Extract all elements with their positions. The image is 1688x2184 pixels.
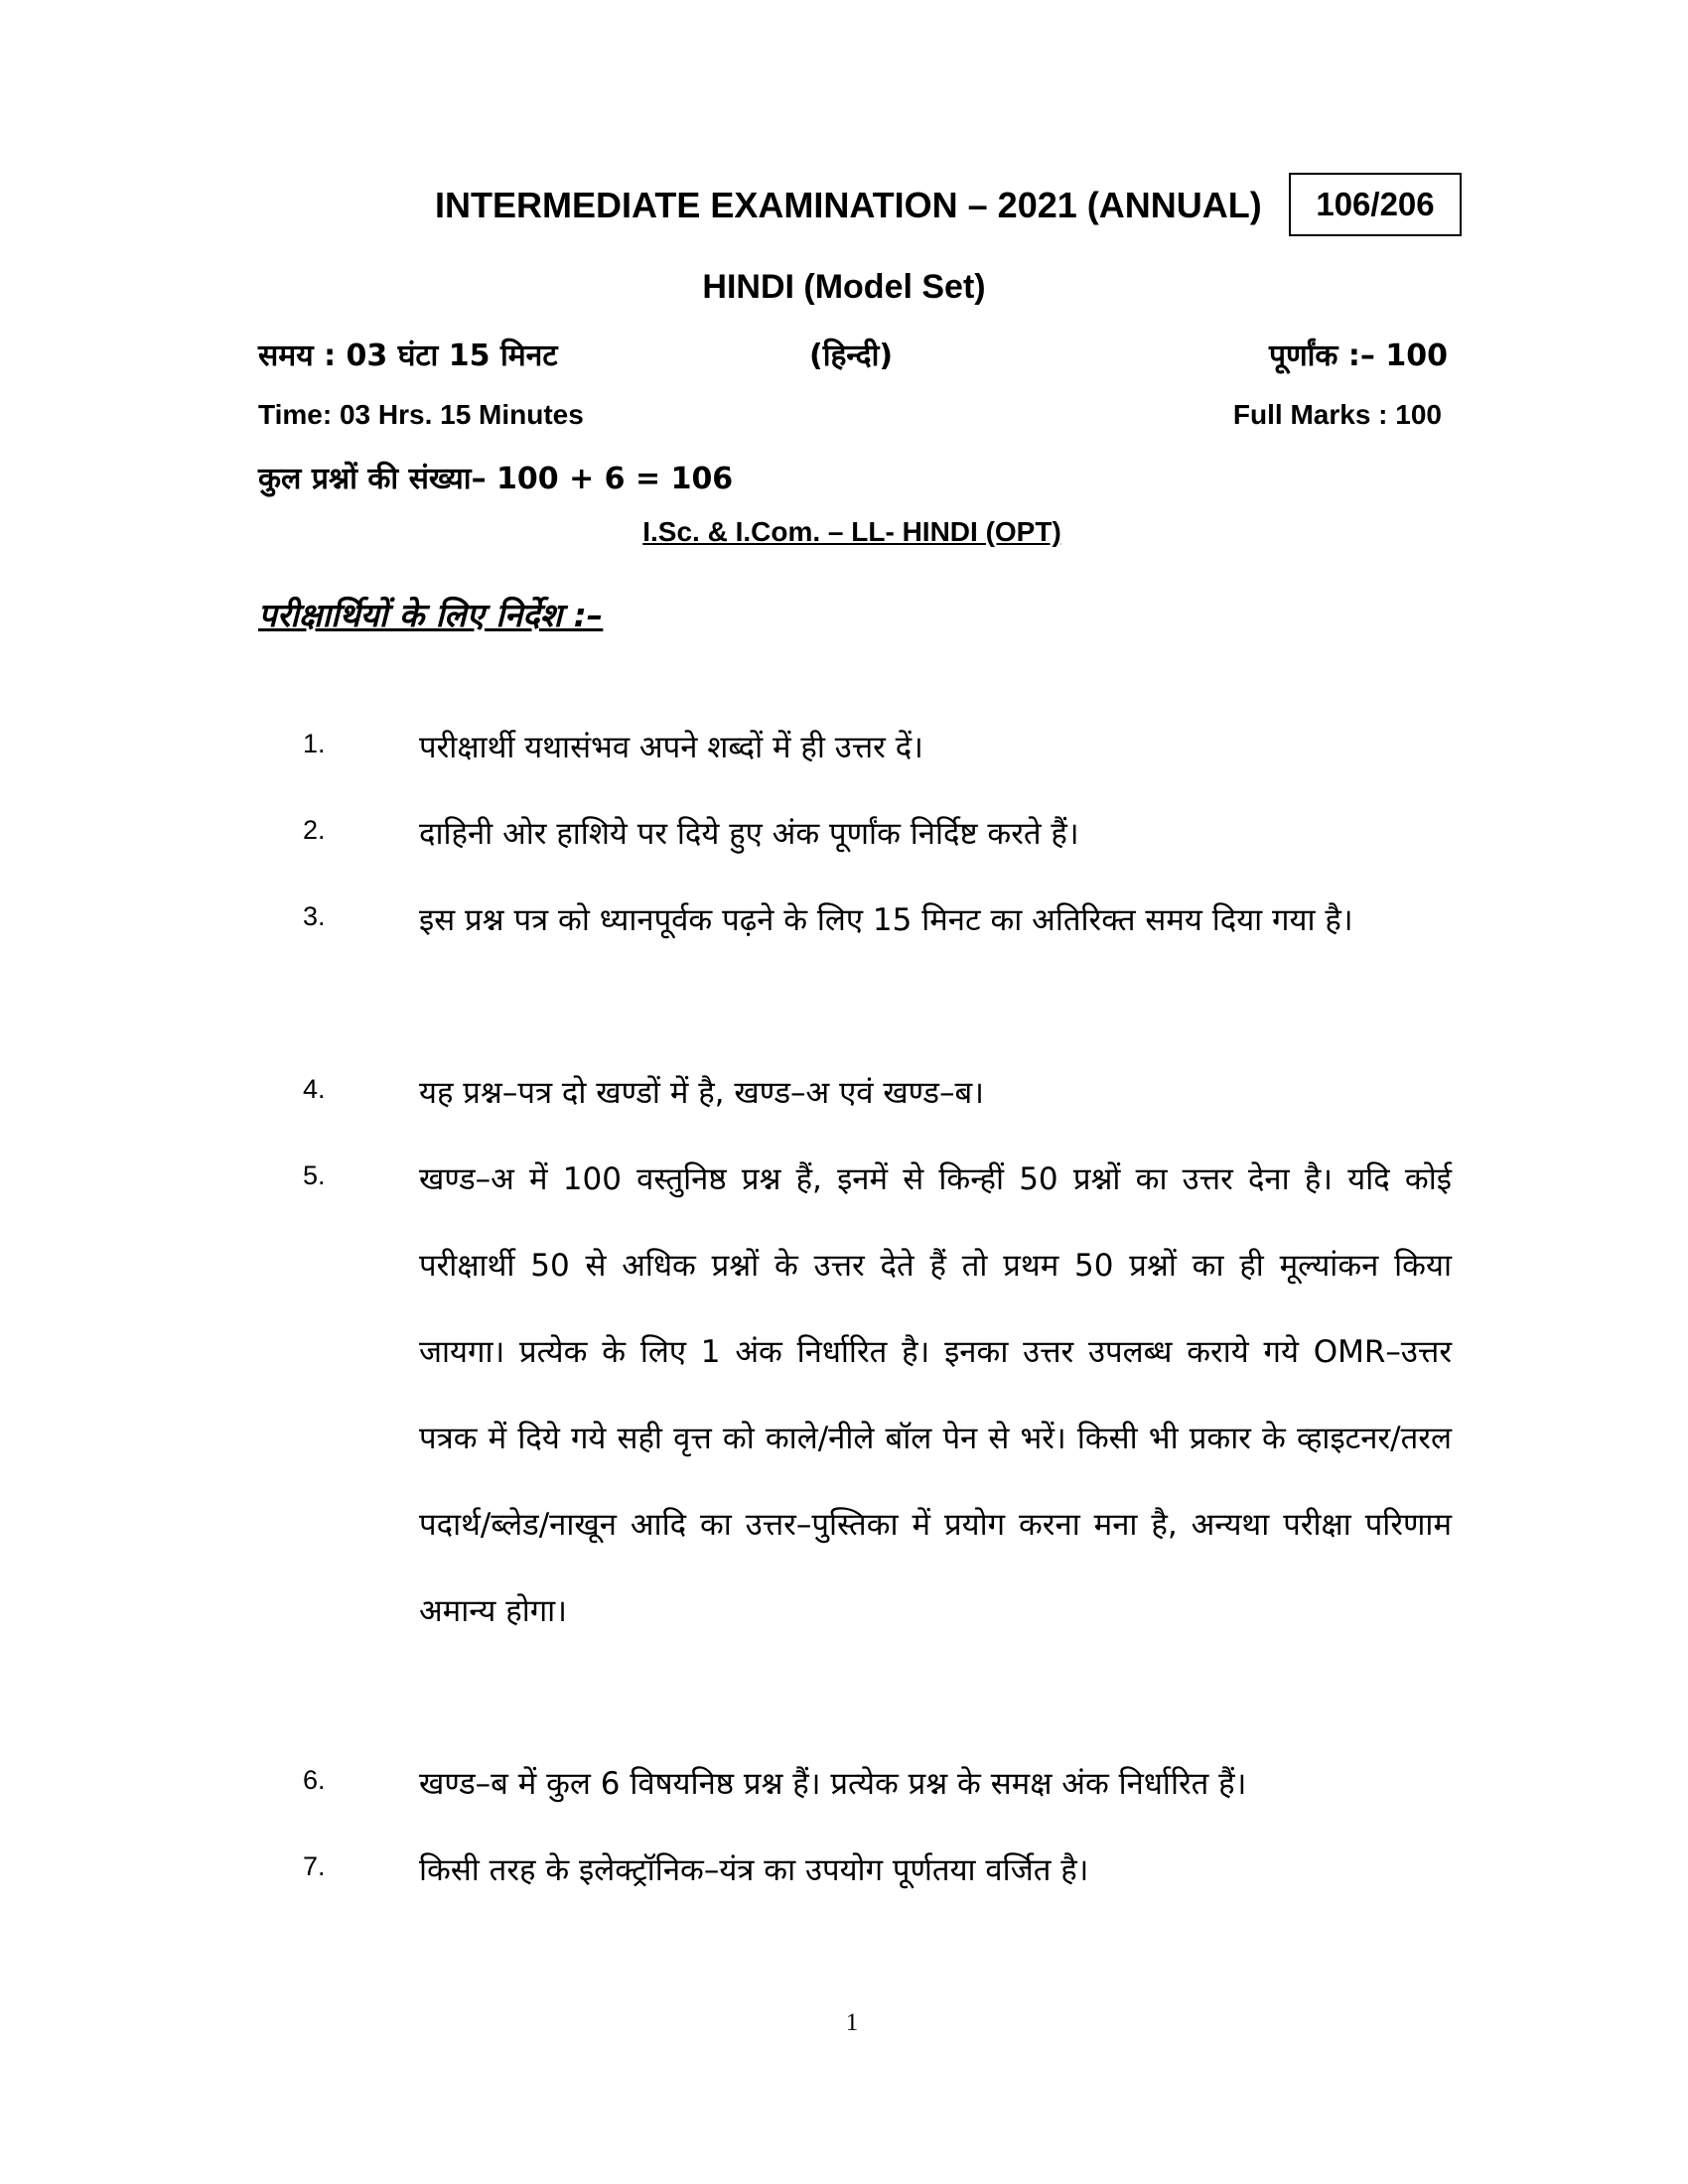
item-number: 6. — [303, 1765, 326, 1795]
item-text: यह प्रश्न–पत्र दो खण्डों में है, खण्ड–अ एवं खण्ड–ब। — [419, 1075, 984, 1111]
stream-label: I.Sc. & I.Com. – LL- HINDI (OPT) — [642, 516, 1061, 547]
item-number: 1. — [303, 729, 326, 758]
item-number: 2. — [303, 815, 326, 845]
item-number: 7. — [303, 1851, 326, 1881]
time-hindi: समय : 03 घंटा 15 मिनट — [258, 339, 558, 373]
full-marks-hindi: पूर्णांक :– 100 — [1268, 339, 1448, 373]
exam-title: INTERMEDIATE EXAMINATION – 2021 (ANNUAL) — [435, 185, 1262, 225]
paper-code: 106/206 — [1316, 186, 1435, 222]
paper-code-box — [1289, 173, 1462, 236]
instructions-heading: परीक्षार्थियों के लिए निर्देश :– — [258, 596, 604, 634]
subject-title: HINDI (Model Set) — [702, 268, 986, 306]
page-number: 1 — [845, 2009, 859, 2036]
question-count-hindi: कुल प्रश्नों की संख्या– 100 + 6 = 106 — [258, 462, 734, 496]
item-text: परीक्षार्थी यथासंभव अपने शब्दों में ही उत्तर दें। — [419, 730, 923, 765]
full-marks-english: Full Marks : 100 — [1232, 399, 1442, 430]
language-hindi: (हिन्दी) — [809, 339, 894, 373]
item-number: 3. — [303, 901, 326, 931]
item-text: खण्ड–ब में कुल 6 विषयनिष्ठ प्रश्न हैं। प्रत्येक प्रश्न के समक्ष अंक निर्धारित हैं। — [419, 1766, 1247, 1802]
item-text: किसी तरह के इलेक्ट्रॉनिक–यंत्र का उपयोग पूर्णतया वर्जित है। — [419, 1852, 1089, 1888]
item-number: 4. — [303, 1074, 326, 1104]
item-number: 5. — [303, 1160, 326, 1190]
item-text: दाहिनी ओर हाशिये पर दिये हुए अंक पूर्णांक निर्दिष्ट करते हैं। — [419, 816, 1079, 852]
item-text: खण्ड–अ में 100 वस्तुनिष्ठ प्रश्न हैं, इनमें से किन्हीं 50 प्रश्नों का उत्तर देना है। यदि कोई परीक्षार्थी 50 से अधिक प्रश्नों के उत्तर देते हैं तो प्रथम 50 प्रश्नों का ही मूल्यांकन किया जायगा। प्रत्येक के लिए 1 अंक निर्धारित है। इनका उत्तर उपलब्ध कराये गये OMR–उत्तर पत्रक में दिये गये सही वृत्त को काले/नीले बॉल पेन से भरें। किसी भी प्रकार के व्हाइटनर/तरल पदार्थ/ब्लेड/नाखून आदि का उत्तर–पुस्तिका में प्रयोग करना मना है, अन्यथा परीक्षा परिणाम अमान्य होगा। — [419, 1161, 1452, 1629]
time-english: Time: 03 Hrs. 15 Minutes — [258, 399, 584, 430]
item-text: इस प्रश्न पत्र को ध्यानपूर्वक पढ़ने के लिए 15 मिनट का अतिरिक्त समय दिया गया है। — [419, 902, 1353, 938]
